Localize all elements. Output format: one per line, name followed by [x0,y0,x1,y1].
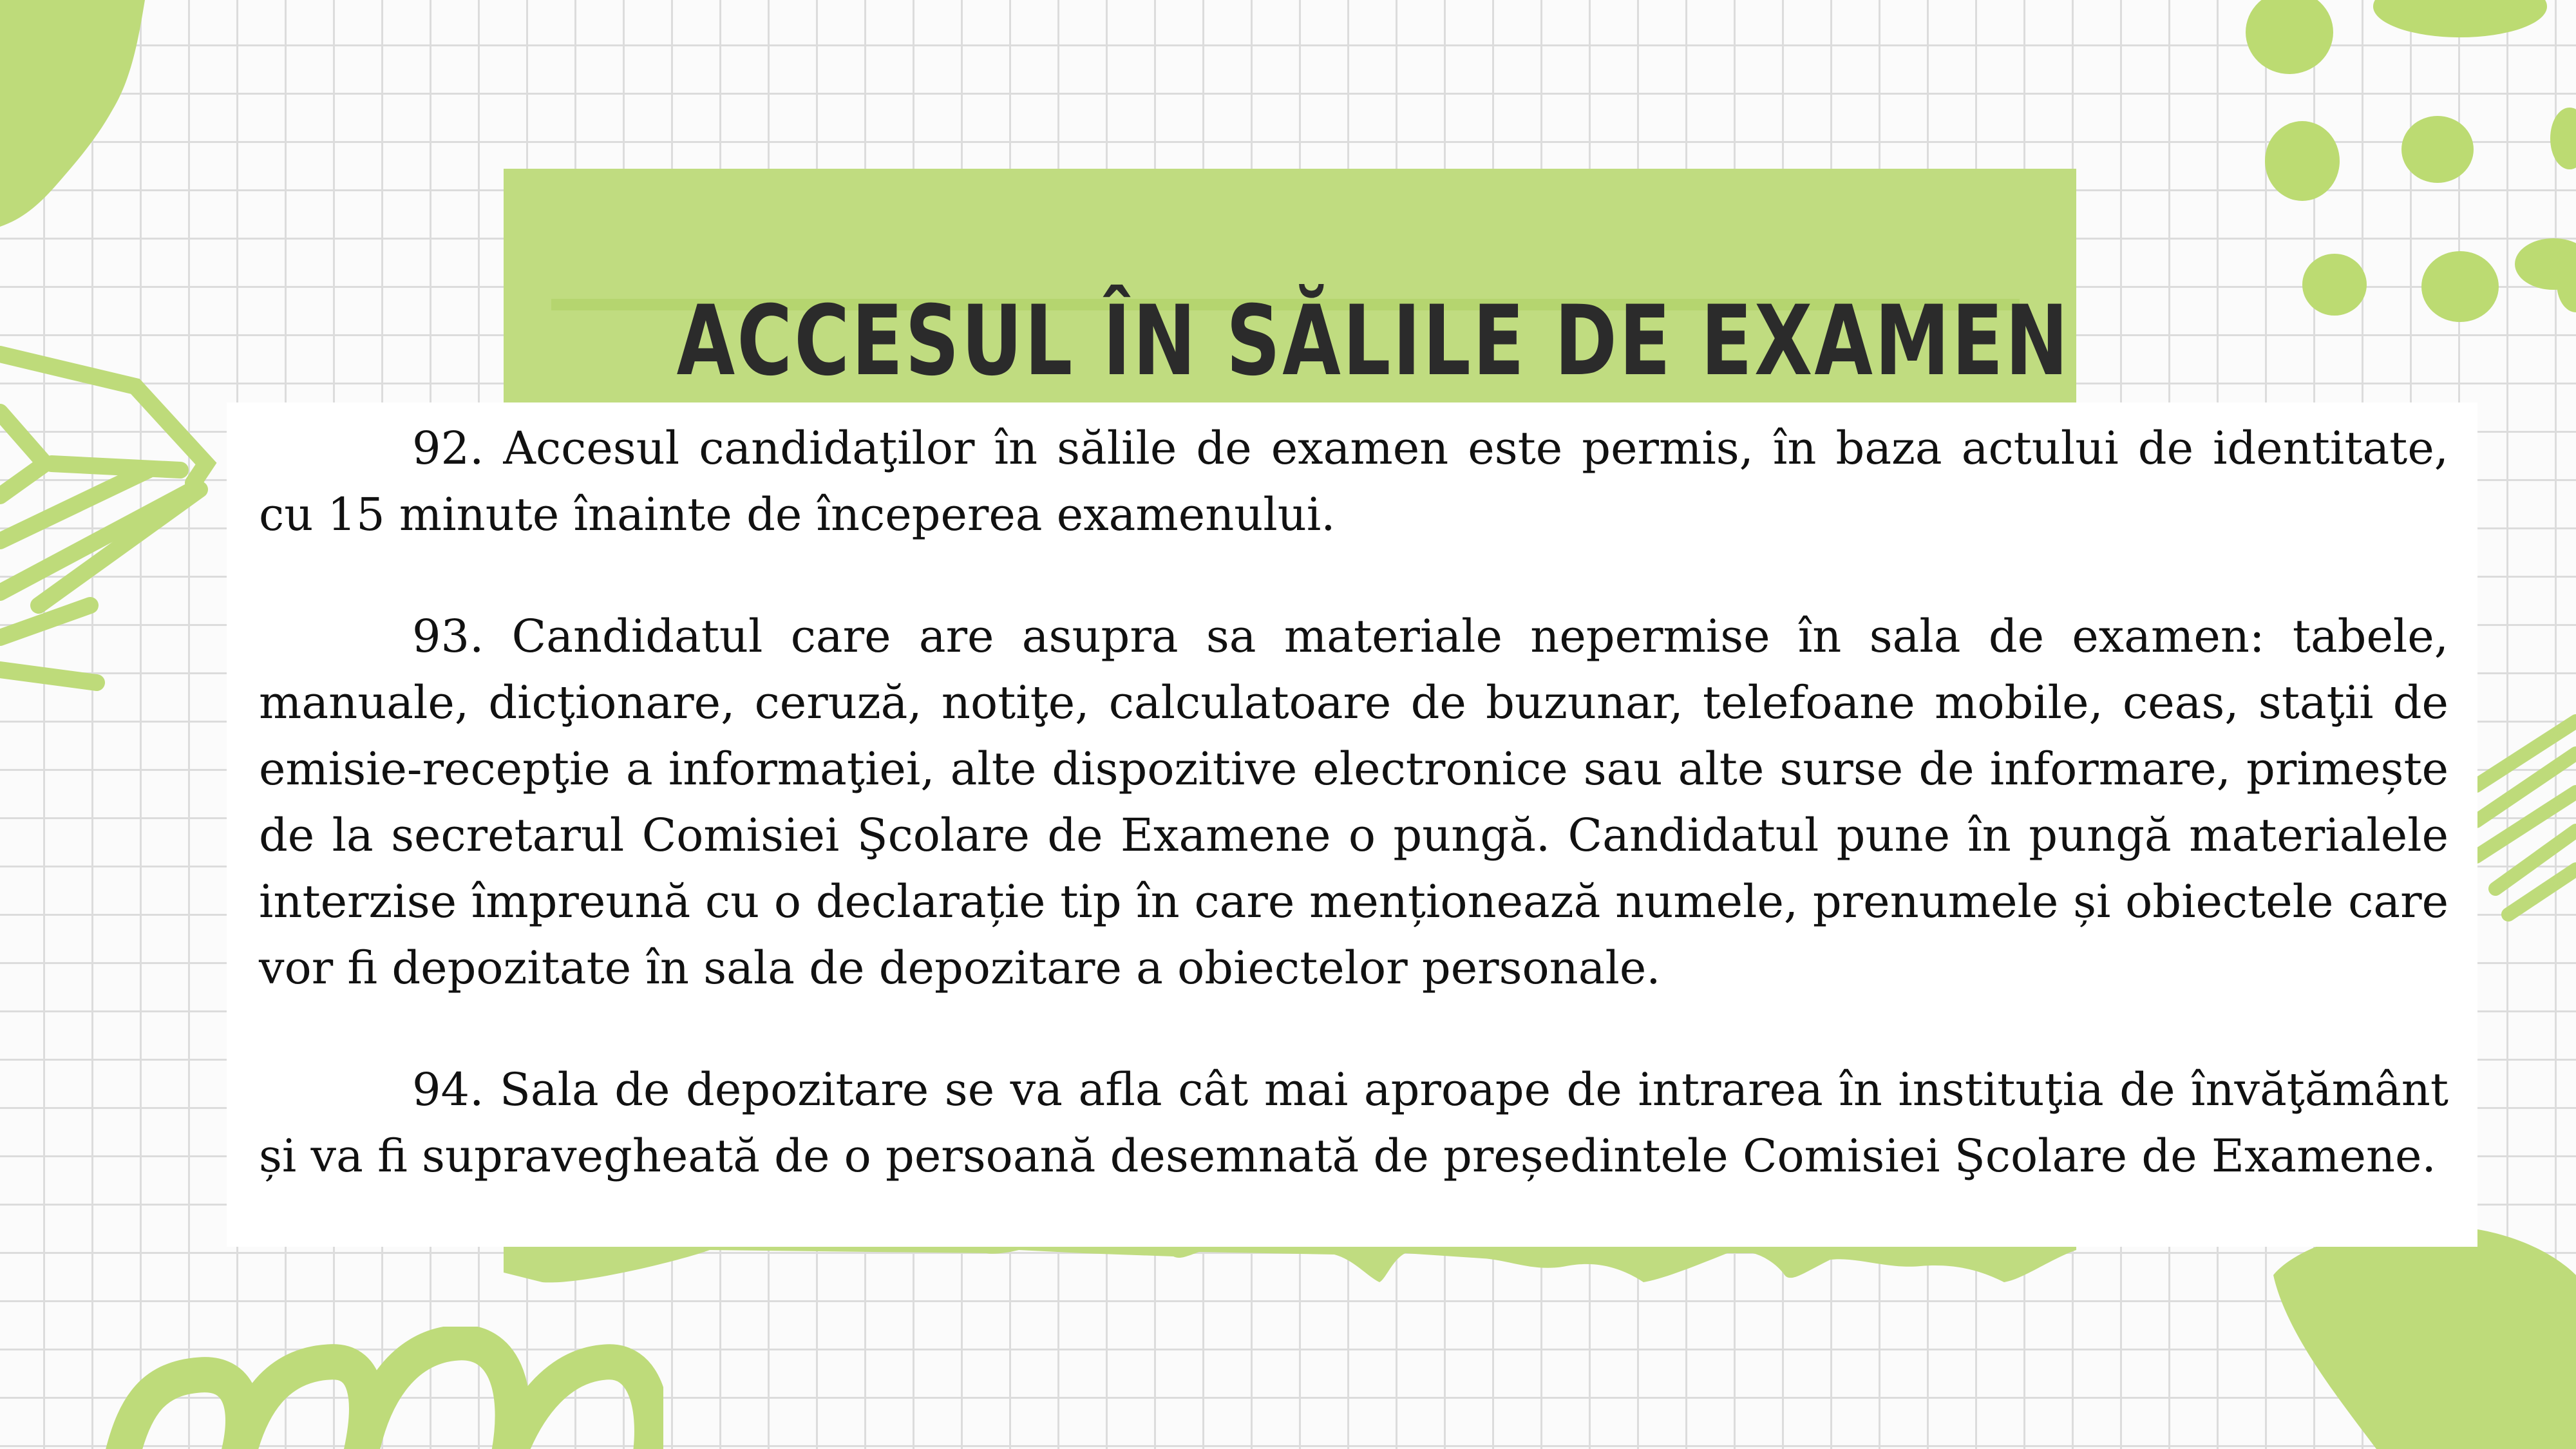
regulation-text-panel [227,402,2477,1247]
paragraph-94: 94. Sala de depozitare se va afla cât mai aproape de intrarea în instituţia de învăţământ și va fi supravegheată de o persoană desemnată de președintele Comisiei Şcolare de Examene. [259,1063,2448,1182]
paragraph-92: 92. Accesul candidaţilor în sălile de examen este permis, în baza actului de identitate, cu 15 minute înainte de începerea examenului. [259,422,2448,541]
green-blob-top-left-decoration [0,0,155,232]
slide-title: ACCESUL ÎN SĂLILE DE EXAMEN [676,285,2070,397]
green-scribble-right-decoration [2476,708,2576,927]
green-dots-top-right-decoration [2190,0,2576,335]
green-torn-edge-bottom-decoration [504,1247,2076,1285]
green-spiral-bottom-left-decoration [97,1327,663,1449]
paragraph-93: 93. Candidatul care are asupra sa materiale nepermise în sala de examen: tabele, manuale, dicţionare, ceruză, notiţe, calculatoare de buzunar, telefoane mobile, ceas, staţii de emisie-recepţie a informaţiei, alte dispozitive electronice sau alte surse de informare, primește de la secretarul Comisiei Şcolare de Examene o pungă. Candidatul pune în pungă materialele interzise împreună cu o declarație tip în care menționează numele, prenumele și obiectele care vor fi depozitate în sala de depozitare a obiectelor personale. [259,610,2448,994]
green-blob-bottom-right-decoration [2248,1217,2576,1449]
green-scribble-left-decoration [0,335,219,734]
